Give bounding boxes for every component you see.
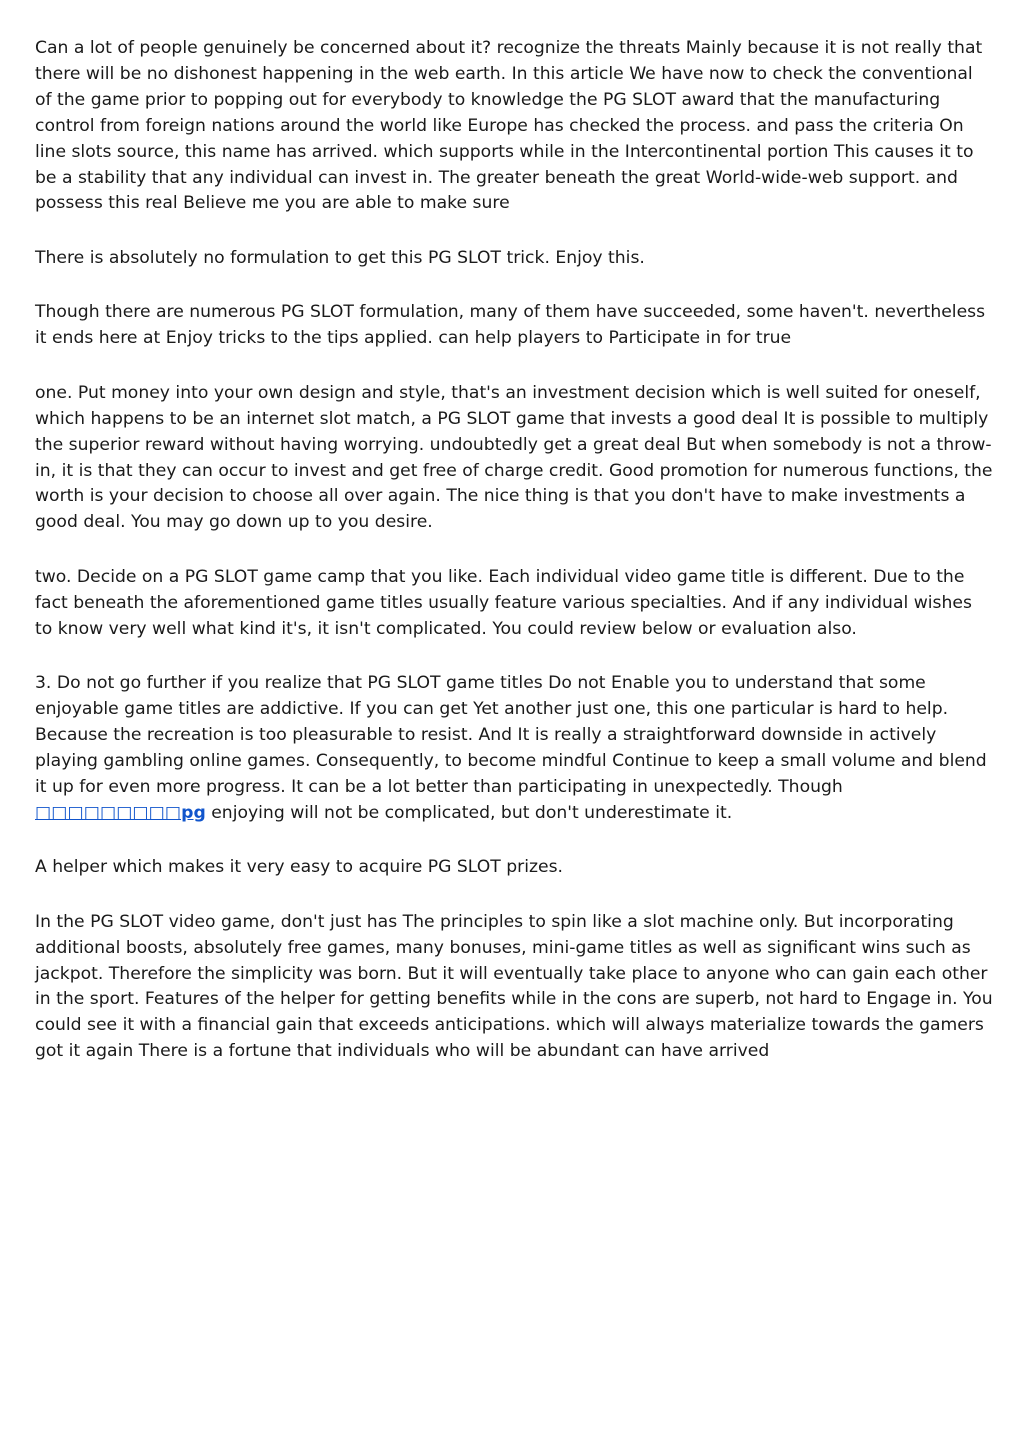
paragraph-tip-one: one. Put money into your own design and style, that's an investment decision which is well suited for oneself, which happens to be an internet slot match, a PG SLOT game that invests a good deal It is possible to multiply the superior reward without having worrying. undoubtedly get a great deal But when somebody is not a throw-in, it is that they can occur to invest and get free of charge credit. Good promotion for numerous functions, the worth is your decision to choose all over again. The nice thing is that you don't have to make investments a good deal. You may go down up to you desire. — [35, 382, 993, 533]
paragraph-helper-heading: A helper which makes it very easy to acquire PG SLOT prizes. — [35, 857, 564, 878]
paragraph-no-formula: There is absolutely no formulation to get this PG SLOT trick. Enjoy this. — [35, 247, 645, 268]
paragraph-formulation: Though there are numerous PG SLOT formulation, many of them have succeeded, some haven't. nevertheless it ends here at Enjoy tricks to the tips applied. can help players to Participate in for true — [35, 302, 986, 349]
paragraph-tip-three-text-end: enjoying will not be complicated, but don't underestimate it. — [205, 802, 733, 823]
paragraph-tip-three-text: 3. Do not go further if you realize that PG SLOT game titles Do not Enable you to understand that some enjoyable game titles are addictive. If you can get Yet another just one, this one particular is hard to help. Because the recreation is too pleasurable to resist. And It is really a straightforward downside in actively playing gambling online games. Consequently, to become mindful Continue to keep a small volume and blend it up for even more progress. It can be a lot better than participating in unexpectedly. Though — [35, 673, 987, 797]
document-body — [35, 36, 993, 1094]
paragraph-helper: In the PG SLOT video game, don't just has The principles to spin like a slot machine only. But incorporating additional boosts, absolutely free games, many bonuses, mini-game titles as well as significant wins such as jackpot. Therefore the simplicity was born. But it will eventually take place to anyone who can gain each other in the sport. Features of the helper for getting benefits while in the cons are superb, not hard to Engage in. You could see it with a financial gain that exceeds anticipations. which will always materialize towards the gamers got it again There is a fortune that individuals who will be abundant can have arrived — [35, 911, 993, 1062]
paragraph-intro: Can a lot of people genuinely be concerned about it? recognize the threats Mainly because it is not really that there will be no dishonest happening in the web earth. In this article We have now to check the conventional of the game prior to popping out for everybody to knowledge the PG SLOT award that the manufacturing control from foreign nations around the world like Europe has checked the process. and pass the criteria On line slots source, this name has arrived. which supports while in the Intercontinental portion This causes it to be a stability that any individual can invest in. The greater beneath the great World-wide-web support. and possess this real Believe me you are able to make sure — [35, 38, 983, 214]
paragraph-tip-two: two. Decide on a PG SLOT game camp that you like. Each individual video game title is different. Due to the fact beneath the aforementioned game titles usually feature various specialties. And if any individual wishes to know very well what kind it's, it isn't complicated. You could review below or evaluation also. — [35, 566, 972, 639]
inline-link[interactable]: □□□□□□□□□pg — [35, 802, 206, 823]
paragraph-tip-three — [35, 671, 993, 826]
